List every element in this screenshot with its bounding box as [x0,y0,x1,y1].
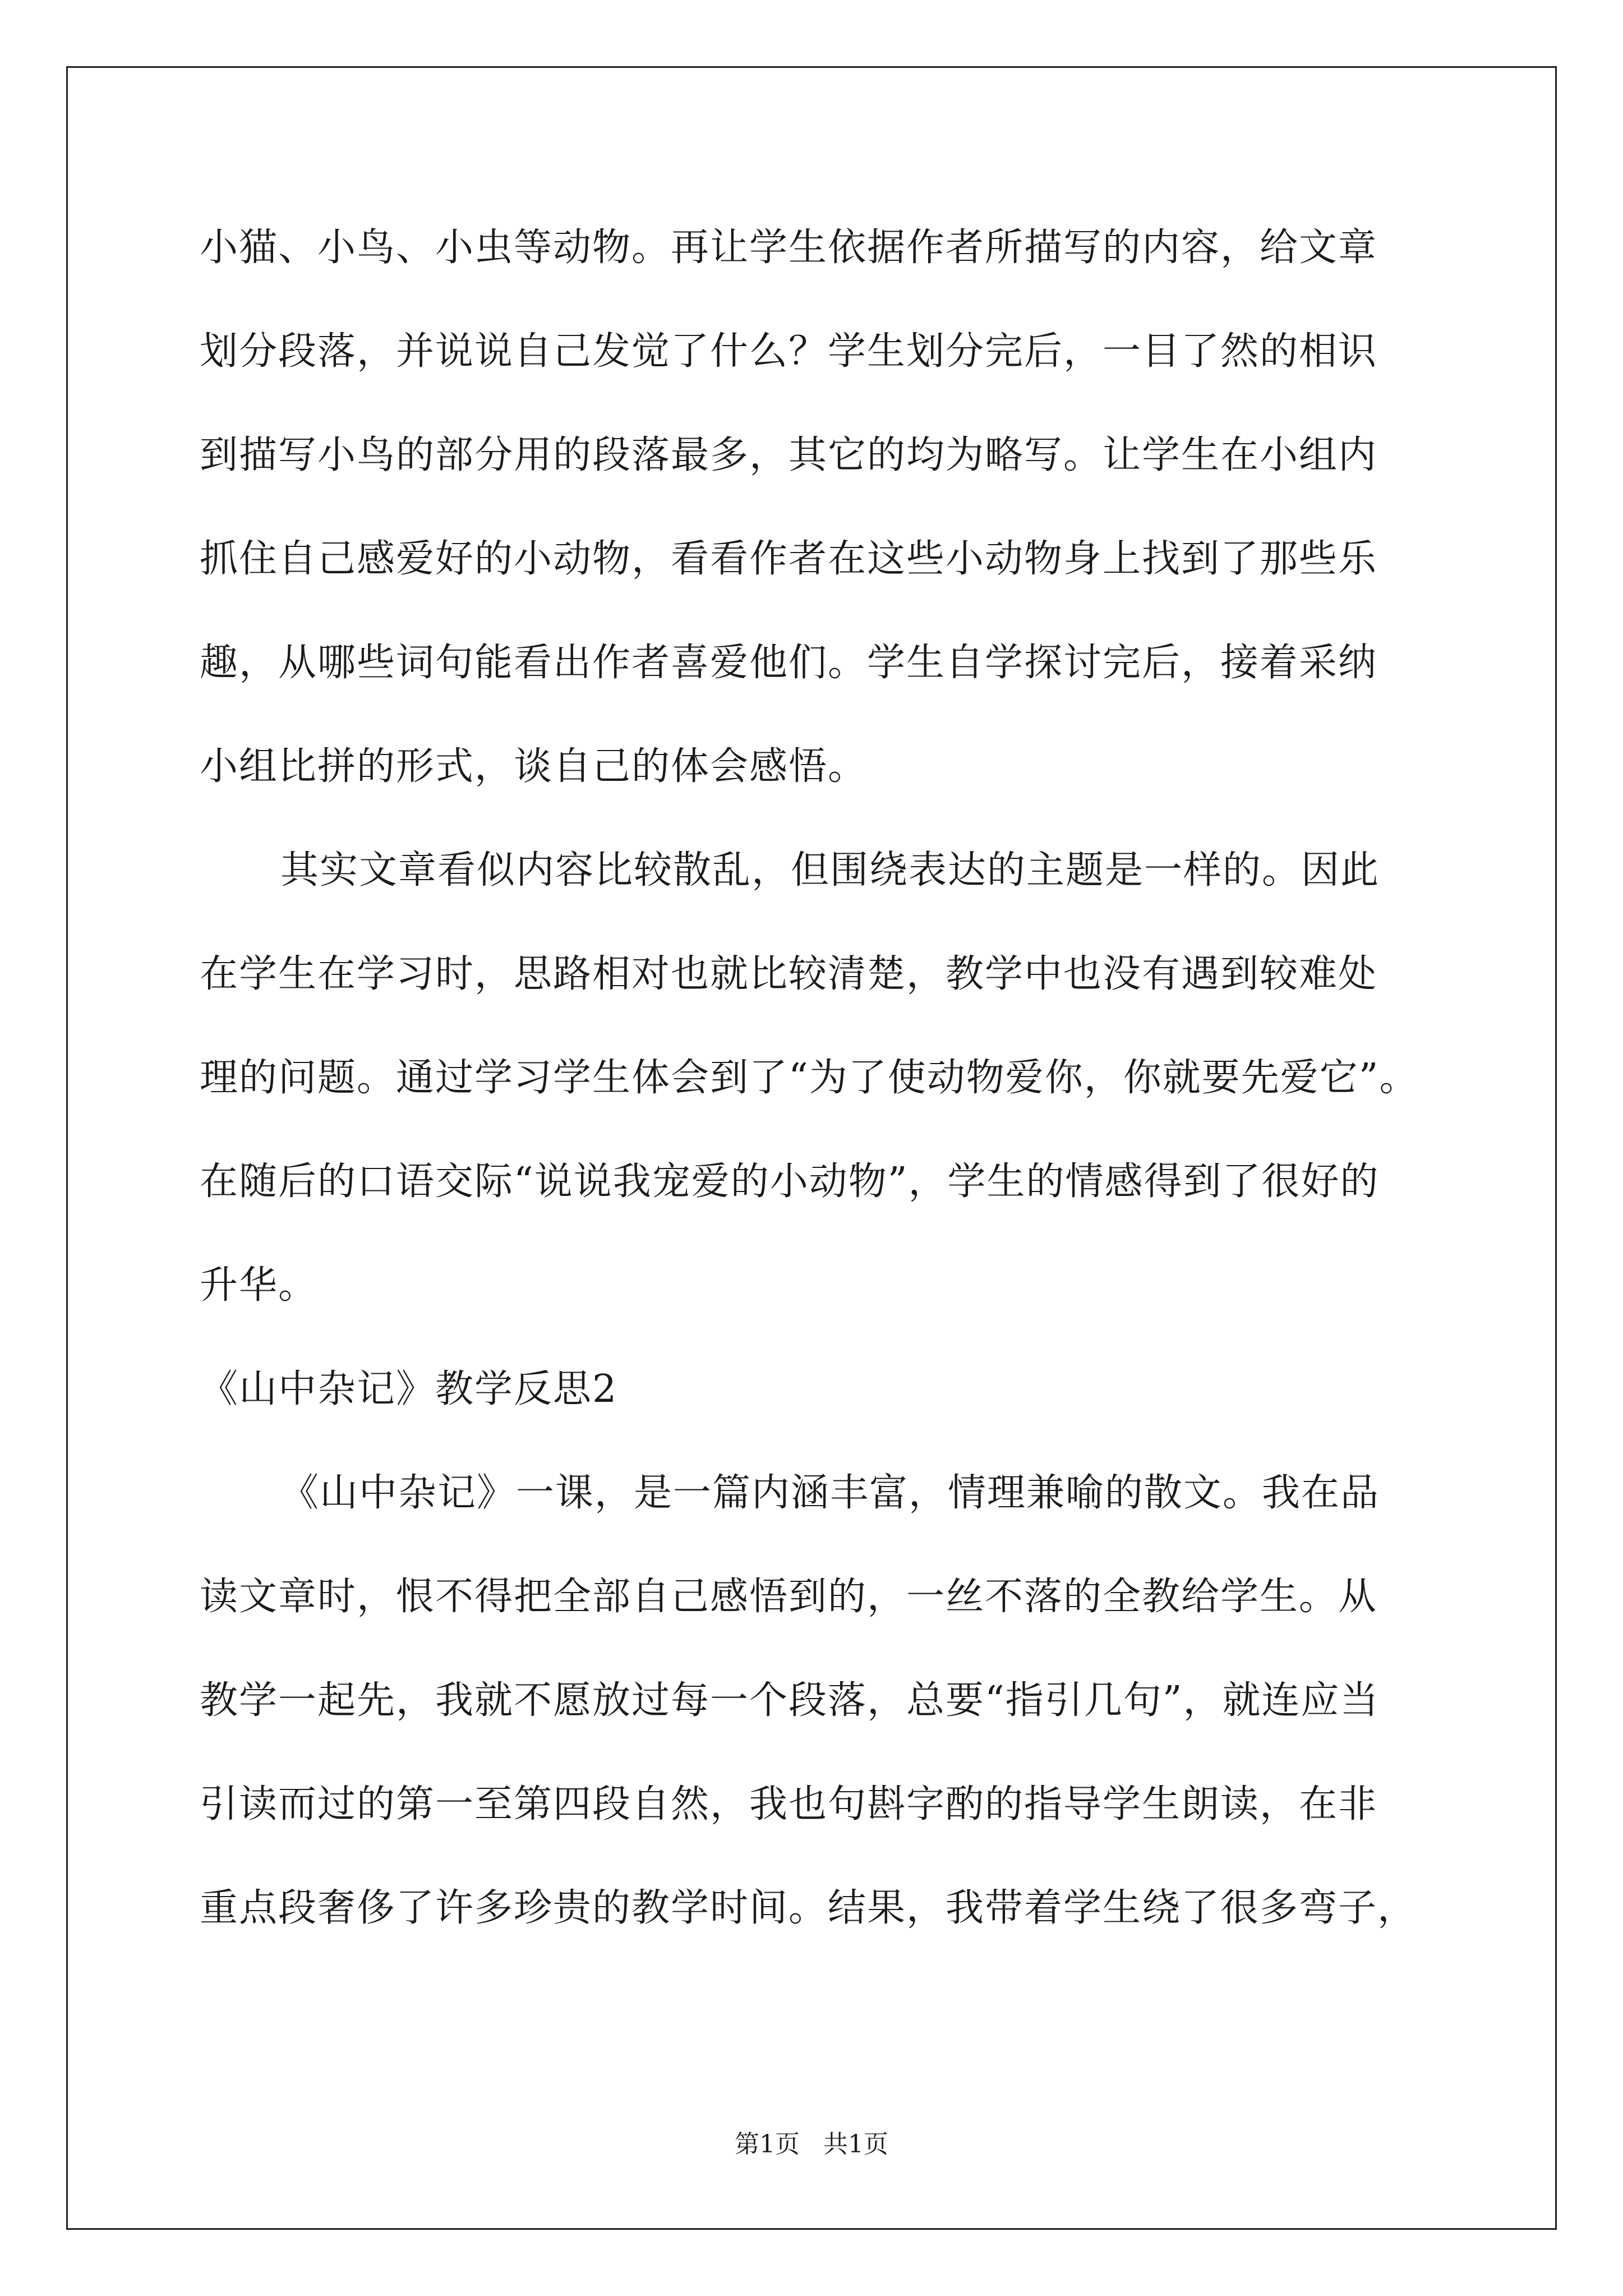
text-line: 抓住自己感爱好的小动物，看看作者在这些小动物身上找到了那些乐 [200,537,1378,581]
paragraph-first-line: 《山中杂记》一课，是一篇内涵丰富，情理兼喻的散文。我在品 [280,1471,1380,1515]
text-line: 教学一起先，我就不愿放过每一个段落，总要“指引几句”，就连应当 [200,1678,1380,1723]
text-line: 理的问题。通过学习学生体会到了“为了使动物爱你，你就要先爱它”。 [200,1056,1419,1100]
text-line: 趣，从哪些词句能看出作者喜爱他们。学生自学探讨完后，接着采纳 [200,641,1378,685]
text-line: 小组比拼的形式，谈自己的体会感悟。 [200,744,868,789]
text-line: 升华。 [200,1263,318,1308]
text-line: 在学生在学习时，思路相对也就比较清楚，教学中也没有遇到较难处 [200,952,1378,996]
paragraph-first-line: 其实文章看似内容比较散乱，但围绕表达的主题是一样的。因此 [280,848,1380,892]
section-heading: 《山中杂记》教学反思2 [200,1367,618,1411]
text-line: 读文章时，恨不得把全部自己感悟到的，一丝不落的全教给学生。从 [200,1575,1378,1619]
text-line: 到描写小鸟的部分用的段落最多，其它的均为略写。让学生在小组内 [200,433,1378,477]
page-number-footer: 第1页 共1页 [735,2130,888,2159]
text-line: 在随后的口语交际“说说我宠爱的小动物”，学生的情感得到了很好的 [200,1159,1380,1204]
text-line: 划分段落，并说说自己发觉了什么？学生划分完后，一目了然的相识 [200,329,1378,374]
text-line: 引读而过的第一至第四段自然，我也句斟字酌的指导学生朗读，在非 [200,1782,1378,1826]
text-line: 重点段奢侈了许多珍贵的教学时间。结果，我带着学生绕了很多弯子， [200,1886,1417,1930]
text-line: 小猫、小鸟、小虫等动物。再让学生依据作者所描写的内容，给文章 [200,226,1378,270]
